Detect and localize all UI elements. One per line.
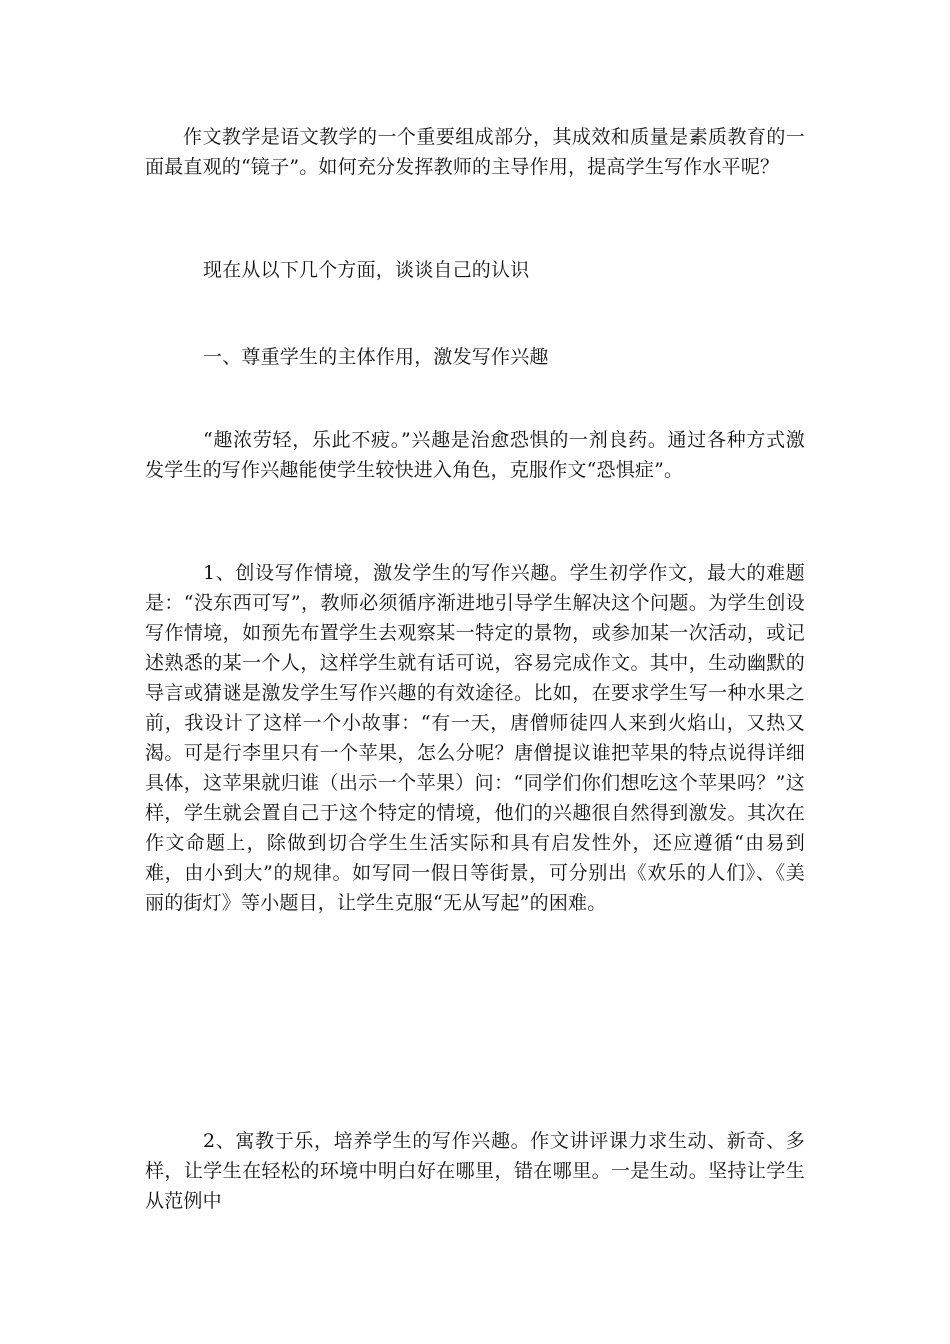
point-one-paragraph: 1、创设写作情境，激发学生的写作兴趣。学生初学作文，最大的难题是：“没东西可写”，教师必须循序渐进地引导学生解决这个问题。为学生创设写作情境，如预先布置学生去观察某一特定的景物，或参加某一次活动，或记述熟悉的某一个人，这样学生就有话可说，容易完成作文。其中，生动幽默的导言或猜谜是激发学生写作兴趣的有效途径。比如，在要求学生写一种水果之前，我设计了这样一个小故事：“有一天，唐僧师徒四人来到火焰山，又热又渴。可是行李里只有一个苹果，怎么分呢？唐僧提议谁把苹果的特点说得详细具体，这苹果就归谁（出示一个苹果）问：“同学们你们想吃这个苹果吗？”这样，学生就会置自己于这个特定的情境，他们的兴趣很自然得到激发。其次在作文命题上，除做到切合学生生活实际和具有启发性外，还应遵循“由易到难，由小到大”的规律。如写同一假日等街景，可分别出《欢乐的人们》、《美丽的街灯》等小题目，让学生克服“无从写起”的困难。 xyxy=(145,562,805,914)
interest-paragraph: “趣浓劳轻，乐此不疲。”兴趣是治愈恐惧的一剂良药。通过各种方式激发学生的写作兴趣能使学生较快进入角色，克服作文“恐惧症”。 xyxy=(145,429,805,481)
section-heading: 一、尊重学生的主体作用，激发写作兴趣 xyxy=(203,346,549,368)
point-two-paragraph: 2、寓教于乐，培养学生的写作兴趣。作文讲评课力求生动、新奇、多样，让学生在轻松的环境中明白好在哪里，错在哪里。一是生动。坚持让学生从范例中 xyxy=(145,1130,805,1212)
overview-paragraph: 现在从以下几个方面，谈谈自己的认识 xyxy=(203,259,530,281)
intro-paragraph: 作文教学是语文教学的一个重要组成部分，其成效和质量是素质教育的一面最直观的“镜子”。如何充分发挥教师的主导作用，提高学生写作水平呢？ xyxy=(145,126,805,178)
